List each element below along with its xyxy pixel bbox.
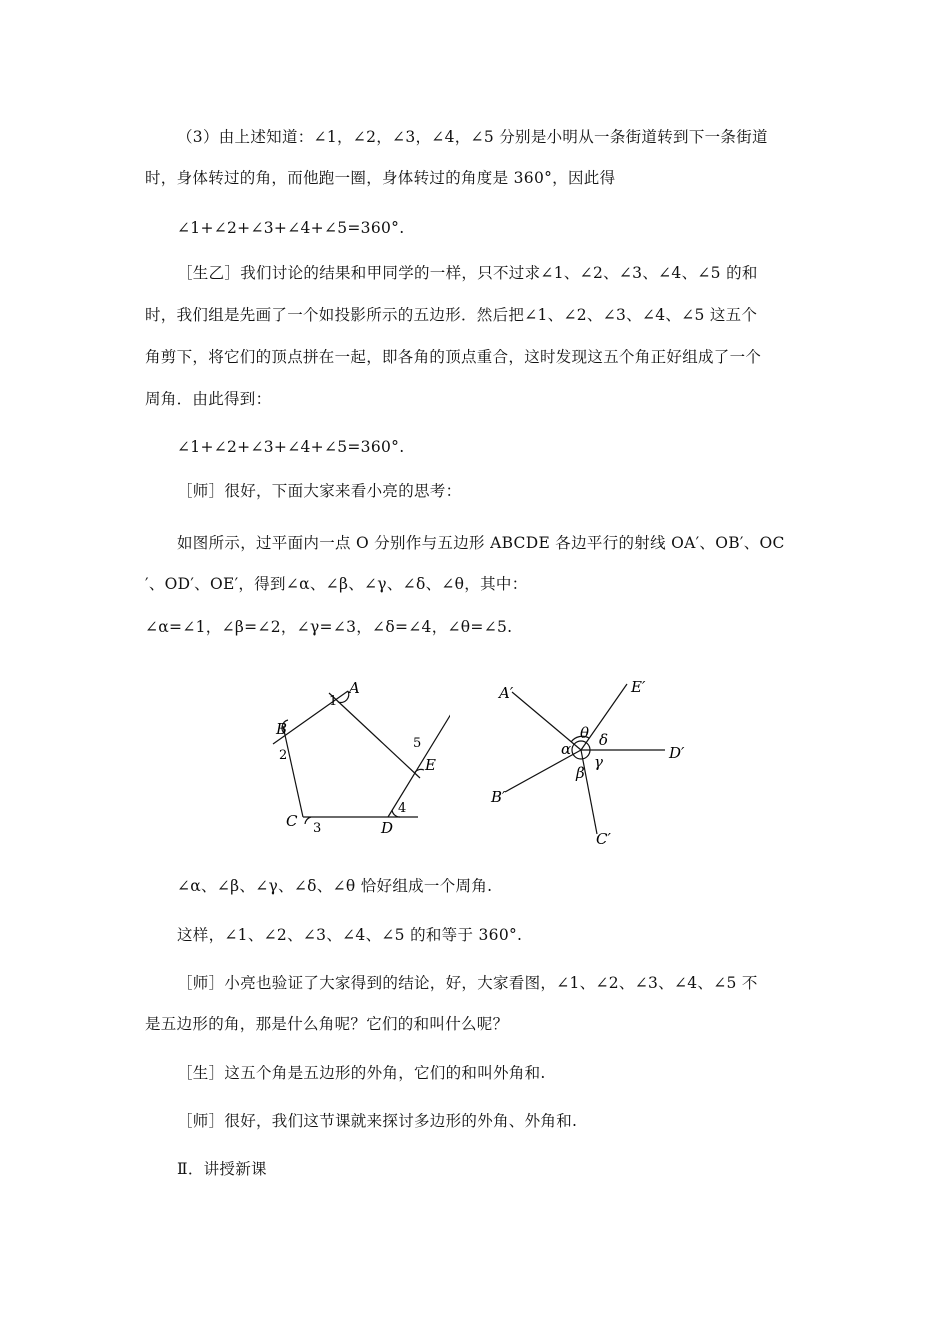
pentagon-figure (260, 672, 450, 842)
paragraph-line: ［生］这五个角是五边形的外角，它们的和叫外角和. (177, 1064, 546, 1082)
section-heading: Ⅱ．讲授新课 (177, 1160, 267, 1178)
paragraph-line: 这样，∠1、∠2、∠3、∠4、∠5 的和等于 360°. (177, 926, 523, 944)
rays-figure (485, 672, 700, 852)
paragraph-line: ［师］很好，我们这节课就来探讨多边形的外角、外角和. (177, 1112, 578, 1130)
ray-label-e: E′ (631, 678, 646, 696)
vertex-label-e: E (425, 756, 436, 774)
paragraph-line: 角剪下，将它们的顶点拼在一起，即各角的顶点重合，这时发现这五个角正好组成了一个 (145, 348, 762, 366)
paragraph-line: ［师］小亮也验证了大家得到的结论，好，大家看图，∠1、∠2、∠3、∠4、∠5 不 (177, 974, 758, 992)
angle-label-5: 5 (413, 736, 422, 751)
angle-label-2: 2 (279, 748, 288, 763)
paragraph-line: 是五边形的角，那是什么角呢？它们的和叫什么呢？ (145, 1015, 509, 1033)
vertex-label-c: C (286, 812, 298, 830)
angle-label-beta: β (576, 764, 585, 782)
ray-label-b: B′ (491, 788, 506, 806)
paragraph-line: ∠α=∠1，∠β=∠2，∠γ=∠3，∠δ=∠4，∠θ=∠5. (145, 618, 513, 636)
angle-arc-3 (305, 817, 311, 824)
paragraph-line: 如图所示，过平面内一点 O 分别作与五边形 ABCDE 各边平行的射线 OA′、OB′、OC (177, 534, 785, 552)
angle-label-1: 1 (329, 694, 338, 709)
angle-label-3: 3 (313, 821, 322, 836)
vertex-label-b: B (276, 720, 288, 738)
paragraph-line: ′、OD′、OE′，得到∠α、∠β、∠γ、∠δ、∠θ，其中： (145, 575, 528, 593)
paragraph-line: ［师］很好，下面大家来看小亮的思考： (177, 482, 462, 500)
angle-label-4: 4 (398, 801, 407, 816)
angle-label-theta: θ (580, 724, 590, 742)
angle-label-gamma: γ (594, 753, 603, 771)
vertex-label-a: A (349, 679, 360, 697)
paragraph-line: 时，身体转过的角，而他跑一圈，身体转过的角度是 360°，因此得 (145, 169, 616, 187)
paragraph-line: ∠α、∠β、∠γ、∠δ、∠θ 恰好组成一个周角. (177, 877, 493, 895)
equation-line: ∠1+∠2+∠3+∠4+∠5=360°. (177, 219, 405, 237)
side-ae (329, 693, 420, 778)
paragraph-line: （3）由上述知道：∠1，∠2，∠3，∠4，∠5 分别是小明从一条街道转到下一条街道 (177, 128, 768, 146)
ray-label-c: C′ (596, 830, 611, 848)
ray-label-d: D′ (669, 744, 685, 762)
paragraph-line: ［生乙］我们讨论的结果和甲同学的一样，只不过求∠1、∠2、∠3、∠4、∠5 的和 (177, 264, 758, 282)
vertex-label-d: D (381, 819, 394, 837)
paragraph-line: 时，我们组是先画了一个如投影所示的五边形．然后把∠1、∠2、∠3、∠4、∠5 这五个 (145, 306, 758, 324)
angle-label-delta: δ (599, 731, 609, 749)
paragraph-line: 周角．由此得到： (145, 390, 272, 408)
side-cb (283, 726, 303, 817)
equation-line: ∠1+∠2+∠3+∠4+∠5=360°. (177, 438, 405, 456)
ray-label-a: A′ (499, 684, 514, 702)
angle-label-alpha: α (561, 740, 572, 758)
